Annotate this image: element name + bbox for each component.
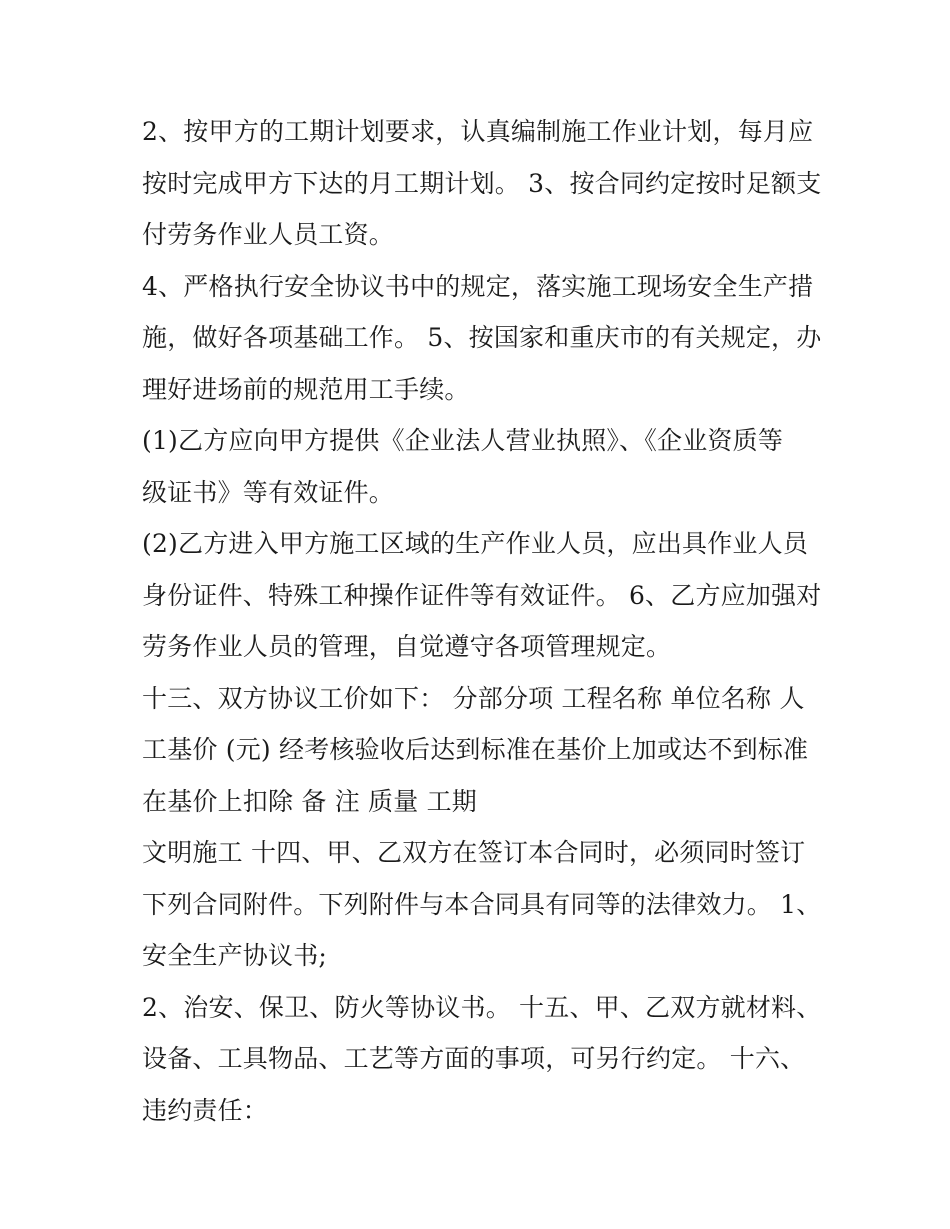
text-line: 理好进场前的规范用工手续。: [142, 374, 470, 404]
text-line: 2、按甲方的工期计划要求，认真编制施工作业计划，每月应: [142, 117, 814, 146]
text-line: (1)乙方应向甲方提供《企业法人营业执照》、《企业资质等: [142, 426, 784, 455]
text-line: 下列合同附件。下列附件与本合同具有同等的法律效力。 1、: [142, 889, 822, 919]
text-line: 级证书》等有效证件。: [142, 477, 395, 507]
document-body: [142, 106, 822, 1136]
text-line: 违约责任：: [142, 1095, 269, 1125]
text-line: 十三、双方协议工价如下： 分部分项 工程名称 单位名称 人: [142, 683, 805, 713]
text-line: 文明施工 十四、甲、乙双方在签订本合同时，必须同时签订: [142, 838, 806, 867]
text-line: 劳务作业人员的管理，自觉遵守各项管理规定。: [142, 632, 672, 661]
text-line: 付劳务作业人员工资。: [142, 220, 395, 249]
text-line: 设备、工具物品、工艺等方面的事项，可另行约定。 十六、: [142, 1044, 806, 1073]
text-line: 在基价上扣除 备 注 质量 工期: [142, 786, 477, 816]
text-line: 2、治安、保卫、防火等协议书。 十五、甲、乙双方就材料、: [142, 992, 822, 1022]
text-line: 4、严格执行安全协议书中的规定，落实施工现场安全生产措: [142, 271, 814, 301]
text-line: 施，做好各项基础工作。 5、按国家和重庆市的有关规定，办: [142, 323, 822, 352]
text-line: 工基价 (元) 经考核验收后达到标准在基价上加或达不到标准: [142, 735, 809, 764]
text-line: 安全生产协议书;: [142, 941, 328, 970]
text-line: 按时完成甲方下达的月工期计划。 3、按合同约定按时足额支: [142, 168, 822, 198]
text-line: (2)乙方进入甲方施工区域的生产作业人员，应出具作业人员: [142, 529, 809, 558]
text-line: 身份证件、特殊工种操作证件等有效证件。 6、乙方应加强对: [142, 580, 822, 610]
